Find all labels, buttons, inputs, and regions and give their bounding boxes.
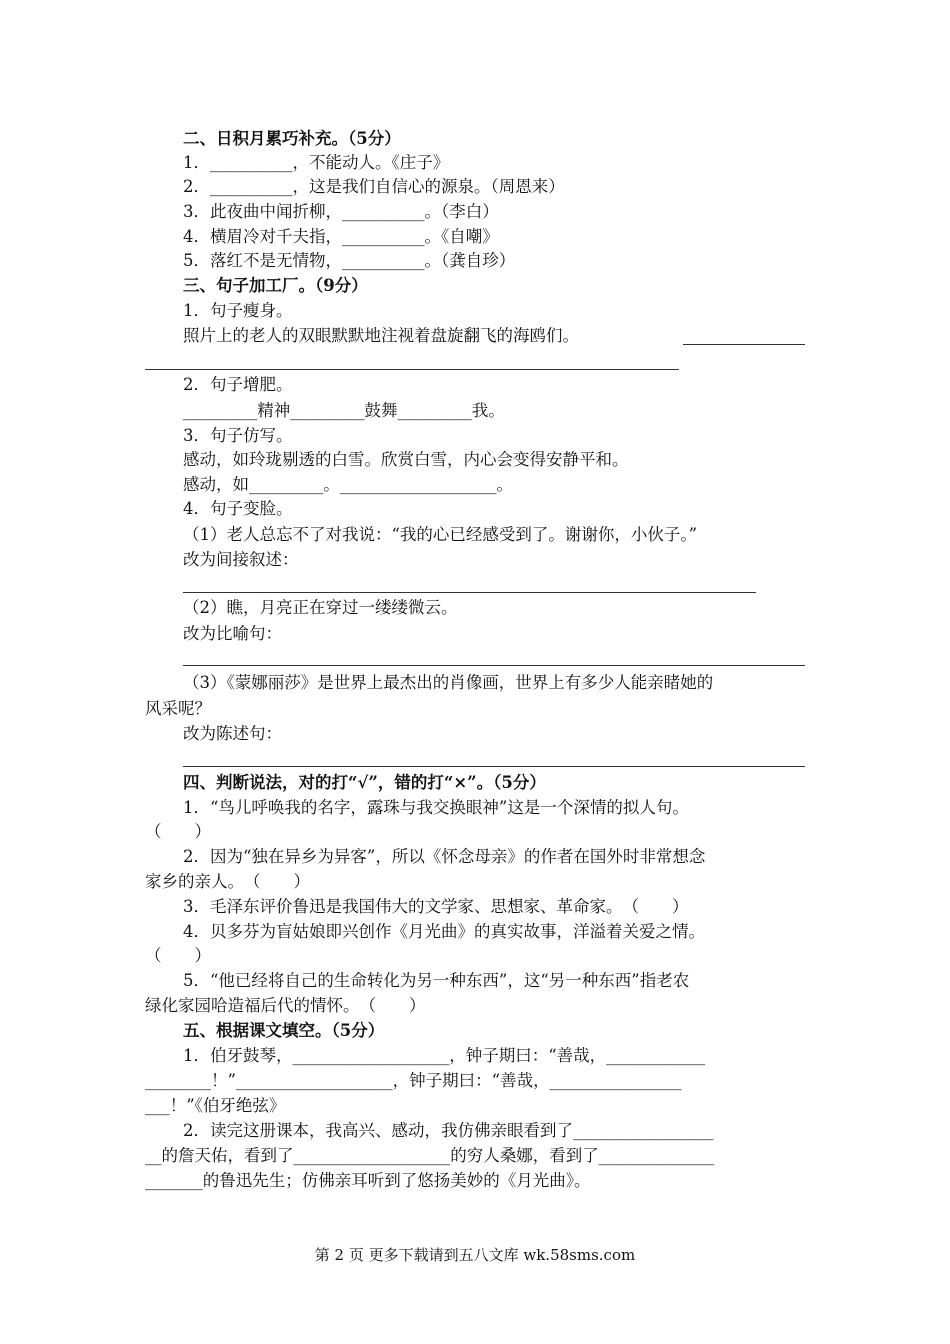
s3-q4-label: 4．句子变脸。 <box>183 499 293 518</box>
s5-q1-c: ___！”《伯牙绝弦》 <box>145 1096 286 1115</box>
s2-q2: 2．__________，这是我们自信心的源泉。（周恩来） <box>183 177 565 196</box>
s4-q1-a: 1．“鸟儿呼唤我的名字，露珠与我交换眼神”这是一个深情的拟人句。 <box>183 798 689 817</box>
s3-q3-example: 感动，如玲珑剔透的白雪。欣赏白雪，内心会变得安静平和。 <box>183 450 629 469</box>
s3-q3-label: 3．句子仿写。 <box>183 426 293 445</box>
s2-q4: 4．横眉冷对千夫指，__________。《自嘲》 <box>183 227 499 246</box>
s4-q2-a: 2．因为“独在异乡为异客”，所以《怀念母亲》的作者在国外时非常想念 <box>183 847 706 866</box>
s3-q1-label: 1．句子瘦身。 <box>183 301 293 320</box>
s3-q3-blank: 感动，如_________。___________________。 <box>183 475 513 494</box>
s3-q4-2-prompt: 改为比喻句： <box>183 624 282 643</box>
s3-q1-text: 照片上的老人的双眼默默地注视着盘旋翻飞的海鸥们。 <box>183 326 579 345</box>
section-2-title: 二、日积月累巧补充。（5分） <box>183 129 401 148</box>
s5-q1-b: ________！”___________________，钟子期曰：“善哉，________________ <box>145 1071 682 1090</box>
s5-q2-a: 2．读完这册课本，我高兴、感动，我仿佛亲眼看到了_________________ <box>183 1121 714 1140</box>
s4-q5-b: 绿化家园哈造福后代的情怀。 （ ） <box>145 996 426 1015</box>
answer-line <box>683 344 805 345</box>
s4-q2-b: 家乡的亲人。 （ ） <box>145 872 310 891</box>
s3-q4-2: （2）瞧，月亮正在穿过一缕缕微云。 <box>183 598 458 617</box>
page-footer: 第 2 页 更多下载请到五八文库 wk.58sms.com <box>314 1246 636 1264</box>
answer-line <box>183 766 805 767</box>
s4-q5-a: 5．“他已经将自己的生命转化为另一种东西”，这“另一种东西”指老农 <box>183 971 690 990</box>
s4-q4-b: （ ） <box>145 946 211 965</box>
answer-line <box>145 369 679 370</box>
s3-q4-3-a: （3）《蒙娜丽莎》是世界上最杰出的肖像画，世界上有多少人能亲睹她的 <box>183 673 714 692</box>
s5-q2-c: _______的鲁迅先生；仿佛亲耳听到了悠扬美妙的《月光曲》。 <box>145 1171 591 1190</box>
section-3-title: 三、句子加工厂。（9分） <box>183 276 368 295</box>
section-5-title: 五、根据课文填空。（5分） <box>183 1021 385 1040</box>
answer-line <box>183 665 805 666</box>
s4-q1-b: （ ） <box>145 822 211 841</box>
s3-q4-1-prompt: 改为间接叙述： <box>183 550 299 569</box>
s3-q4-1: （1）老人总忘不了对我说：“我的心已经感受到了。谢谢你，小伙子。” <box>183 525 698 544</box>
s5-q1-a: 1．伯牙鼓琴，___________________，钟子期曰：“善哉，____________ <box>183 1046 706 1065</box>
s3-q2-label: 2．句子增肥。 <box>183 375 293 394</box>
s3-q4-3-prompt: 改为陈述句： <box>183 724 282 743</box>
s5-q2-b: __的詹天佑，看到了___________________的穷人桑娜，看到了______________ <box>145 1146 715 1165</box>
s3-q4-3-b: 风采呢？ <box>145 699 211 718</box>
s2-q3: 3．此夜曲中闻折柳，__________。（李白） <box>183 202 499 221</box>
answer-line <box>183 592 756 593</box>
s4-q4-a: 4．贝多芬为盲姑娘即兴创作《月光曲》的真实故事，洋溢着关爱之情。 <box>183 922 705 941</box>
s2-q5: 5．落红不是无情物，__________。（龚自珍） <box>183 251 516 270</box>
s4-q3: 3．毛泽东评价鲁迅是我国伟大的文学家、思想家、革命家。 （ ） <box>183 897 689 916</box>
s2-q1: 1．__________，不能动人。《庄子》 <box>183 153 450 172</box>
s3-q2-text: _________精神_________鼓舞_________我。 <box>183 401 505 420</box>
section-4-title: 四、判断说法，对的打“√”，错的打“×”。（5分） <box>183 773 546 792</box>
